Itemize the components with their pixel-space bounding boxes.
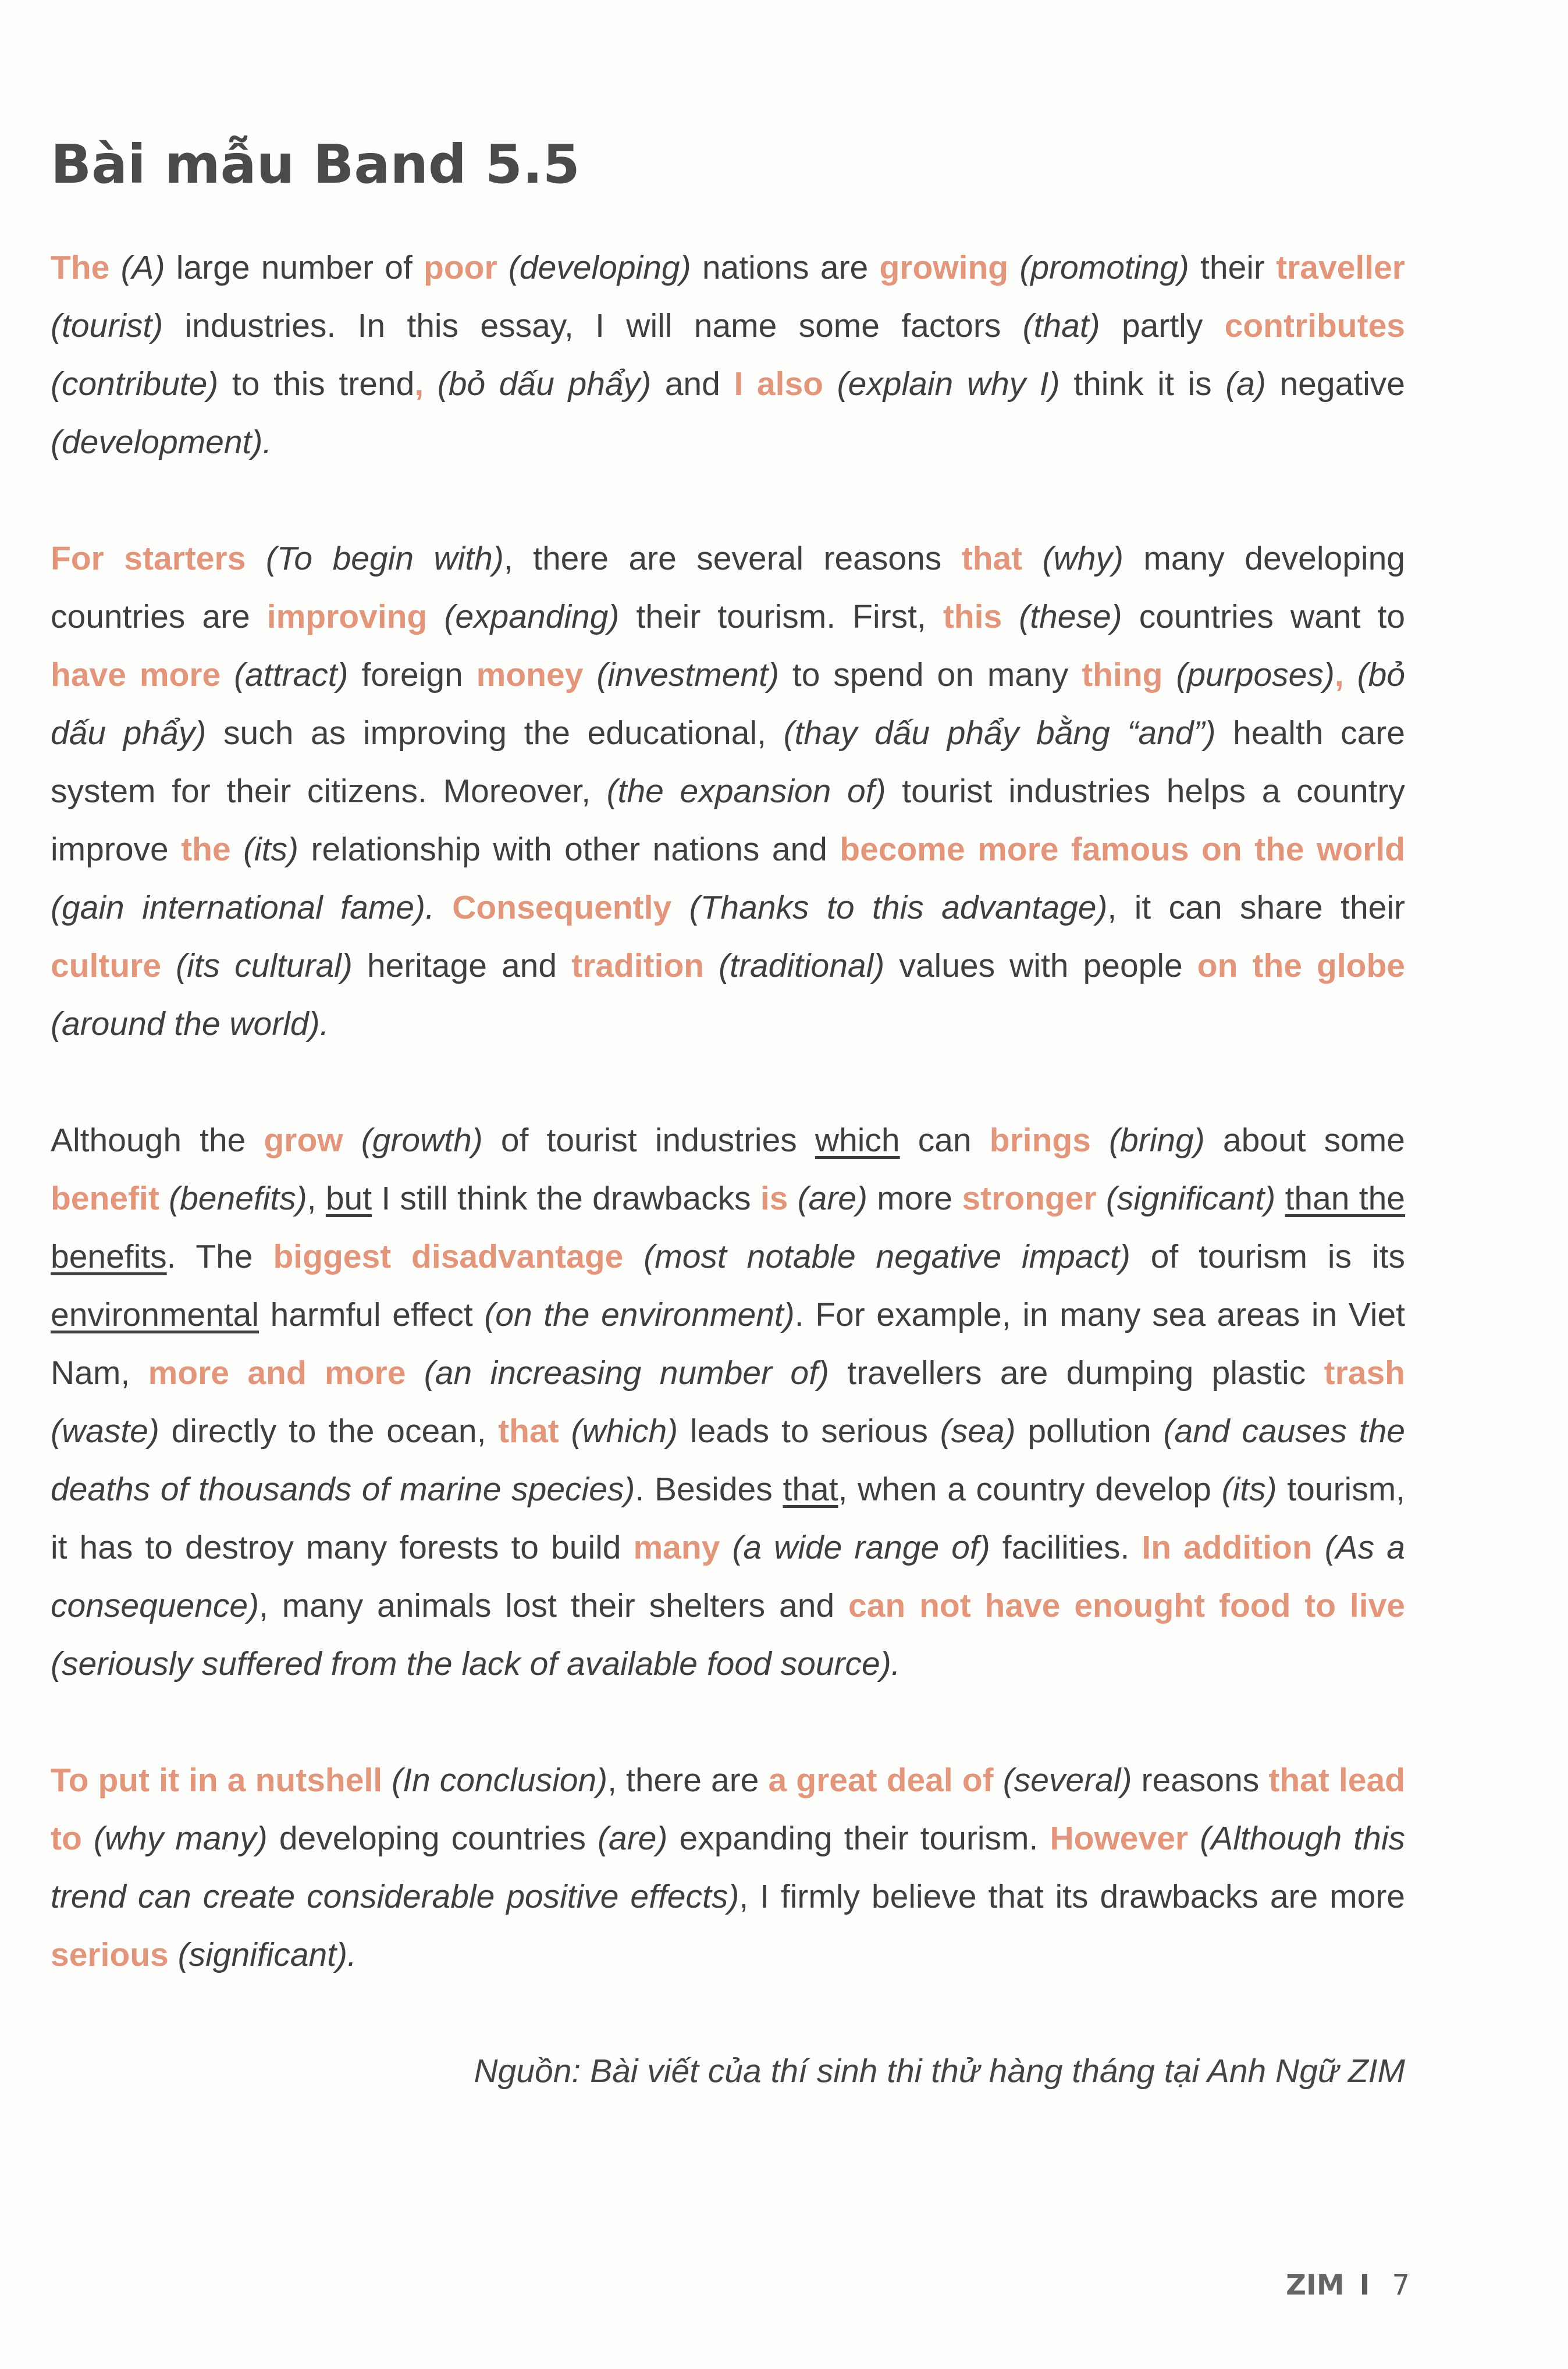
underlined-text: that <box>783 1471 838 1508</box>
page-footer <box>1286 2262 1410 2308</box>
highlighted-error: that lead to <box>51 1762 1405 1857</box>
highlighted-error: this <box>943 598 1002 635</box>
correction-note: (benefits) <box>169 1180 307 1217</box>
correction-note: (To begin with) <box>265 540 504 577</box>
correction-note: (bỏ dấu phẩy) <box>51 656 1406 752</box>
correction-note: (a) <box>1225 365 1266 403</box>
correction-note: (on the environment) <box>484 1296 795 1333</box>
correction-note: (investment) <box>596 656 779 693</box>
underlined-text: which <box>815 1122 900 1159</box>
highlighted-error: that <box>961 540 1023 577</box>
highlighted-error: The <box>51 249 110 286</box>
highlighted-error: have more <box>51 656 221 693</box>
highlighted-error: a great deal of <box>768 1762 994 1799</box>
highlighted-error: can not have enought food to live <box>848 1587 1405 1624</box>
correction-note: (thay dấu phẩy bằng “and”) <box>783 714 1216 752</box>
correction-note: (developing) <box>508 249 691 286</box>
correction-note: (why) <box>1042 540 1123 577</box>
correction-note: (gain international fame). <box>51 889 435 926</box>
highlighted-error: brings <box>989 1122 1091 1159</box>
correction-note: (attract) <box>234 656 349 693</box>
correction-note: (are) <box>797 1180 868 1217</box>
correction-note: (bỏ dấu phẩy) <box>437 365 652 403</box>
highlighted-error: I also <box>734 365 823 403</box>
highlighted-error: biggest disadvantage <box>273 1238 624 1275</box>
highlighted-error: culture <box>51 947 162 984</box>
correction-note: (are) <box>598 1820 668 1857</box>
correction-note: (several) <box>1002 1762 1132 1799</box>
correction-note: (around the world). <box>51 1005 329 1043</box>
footer-brand: ZIM <box>1286 2269 1345 2302</box>
highlighted-error: thing <box>1082 656 1163 693</box>
correction-note: (most notable negative impact) <box>643 1238 1130 1275</box>
correction-note: (contribute) <box>51 365 219 403</box>
highlighted-error: , <box>414 365 424 403</box>
highlighted-error: traveller <box>1276 249 1405 286</box>
highlighted-error: trash <box>1324 1354 1405 1392</box>
highlighted-error: For starters <box>51 540 246 577</box>
correction-note: (traditional) <box>719 947 885 984</box>
correction-note: (tourist) <box>51 307 163 344</box>
underlined-text: than the benefits <box>51 1180 1405 1275</box>
correction-note: (that) <box>1022 307 1100 344</box>
correction-note: (the expansion of) <box>606 773 886 810</box>
highlighted-error: growing <box>879 249 1009 286</box>
highlighted-error: is <box>760 1180 788 1217</box>
highlighted-error: more and more <box>148 1354 406 1392</box>
correction-note: (As a consequence) <box>51 1529 1405 1624</box>
source-note: Nguồn: Bài viết của thí sinh thi thử hàng tháng tại Anh Ngữ ZIM <box>474 2053 1405 2090</box>
highlighted-error: , <box>1334 656 1344 693</box>
paragraph-body-1: For starters (To begin with), there are several reasons that (why) many developing countries are improving (expanding) their tourism. First, this (these) countries want to have more (attract) foreign money (investment) to spend on many thing (purposes), (bỏ dấu phẩy) such as improving the educational, (thay dấu phẩy bằng “and”) health care system for their citizens. Moreover, (the expansion of) tourist industries helps a country improve the (its) relationship with other nations and become more famous on the world (gain international fame). Consequently (Thanks to this advantage), it can share their culture (its cultural) heritage and tradition (traditional) values with people on the globe (around the world). <box>51 540 1406 1043</box>
correction-note: (expanding) <box>444 598 620 635</box>
highlighted-error: many <box>633 1529 720 1566</box>
correction-note: (a wide range of) <box>732 1529 990 1566</box>
highlighted-error: stronger <box>962 1180 1097 1217</box>
underlined-text: but <box>325 1180 372 1217</box>
paragraph-body-2: Although the grow (growth) of tourist industries which can brings (bring) about some benefit (benefits), but I still think the drawbacks is (are) more stronger (significant) than the benefits. The biggest disadvantage (most notable negative impact) of tourism is its environmental harmful effect (on the environment). For example, in many sea areas in Viet Nam, more and more (an increasing number of) travellers are dumping plastic trash (waste) directly to the ocean, that (which) leads to serious (sea) pollution (and causes the deaths of thousands of marine species). Besides that, when a country develop (its) tourism, it has to destroy many forests to build many (a wide range of) facilities. In addition (As a consequence), many animals lost their shelters and can not have enought food to live (seriously suffered from the lack of available food source). <box>51 1122 1406 1683</box>
highlighted-error: Consequently <box>452 889 672 926</box>
correction-note: (purposes) <box>1176 656 1335 693</box>
highlighted-error: tradition <box>571 947 705 984</box>
correction-note: (these) <box>1019 598 1122 635</box>
highlighted-error: serious <box>51 1936 169 1973</box>
highlighted-error: contributes <box>1224 307 1405 344</box>
correction-note: (seriously suffered from the lack of available food source). <box>51 1645 901 1683</box>
page-number: 7 <box>1392 2269 1410 2302</box>
correction-note: (and causes the deaths of thousands of marine species) <box>51 1413 1405 1508</box>
highlighted-error: improving <box>266 598 428 635</box>
correction-note: (Thanks to this advantage) <box>689 889 1108 926</box>
correction-note: (In conclusion) <box>392 1762 608 1799</box>
footer-separator: I <box>1359 2269 1370 2302</box>
highlighted-error: To put it in a nutshell <box>51 1762 383 1799</box>
correction-note: (promoting) <box>1019 249 1189 286</box>
highlighted-error: the <box>181 831 231 868</box>
correction-note: (an increasing number of) <box>424 1354 829 1392</box>
correction-note: (A) <box>120 249 165 286</box>
highlighted-error: grow <box>264 1122 343 1159</box>
highlighted-error: that <box>498 1413 559 1450</box>
correction-note: (waste) <box>51 1413 159 1450</box>
paragraph-intro: The (A) large number of poor (developing) nations are growing (promoting) their traveller (tourist) industries. In this essay, I will name some factors (that) partly contributes (contribute) to this trend, (bỏ dấu phẩy) and I also (explain why I) think it is (a) negative (development). <box>51 249 1405 461</box>
correction-note: (its) <box>1221 1471 1277 1508</box>
highlighted-error: on the globe <box>1197 947 1406 984</box>
highlighted-error: benefit <box>51 1180 159 1217</box>
correction-note: (significant) <box>1105 1180 1276 1217</box>
paragraph-conclusion: To put it in a nutshell (In conclusion), there are a great deal of (several) reasons that lead to (why many) developing countries (are) expanding their tourism. However (Although this trend can create considerable positive effects), I firmly believe that its drawbacks are more serious (significant). <box>51 1762 1406 1973</box>
highlighted-error: money <box>476 656 584 693</box>
correction-note: (its cultural) <box>176 947 353 984</box>
highlighted-error: poor <box>424 249 497 286</box>
page-title: Bài mẫu Band 5.5 <box>51 133 580 195</box>
correction-note: (significant). <box>177 1936 357 1973</box>
correction-note: (sea) <box>940 1413 1016 1450</box>
correction-note: (Although this trend can create considerable positive effects) <box>51 1820 1406 1915</box>
correction-note: (its) <box>243 831 299 868</box>
correction-note: (growth) <box>361 1122 483 1159</box>
underlined-text: environmental <box>51 1296 259 1333</box>
correction-note: (why many) <box>93 1820 268 1857</box>
highlighted-error: In addition <box>1142 1529 1313 1566</box>
highlighted-error: become more famous on the world <box>840 831 1405 868</box>
correction-note: (development). <box>51 424 272 461</box>
correction-note: (explain why I) <box>837 365 1060 403</box>
highlighted-error: However <box>1050 1820 1189 1857</box>
correction-note: (bring) <box>1109 1122 1205 1159</box>
correction-note: (which) <box>571 1413 678 1450</box>
